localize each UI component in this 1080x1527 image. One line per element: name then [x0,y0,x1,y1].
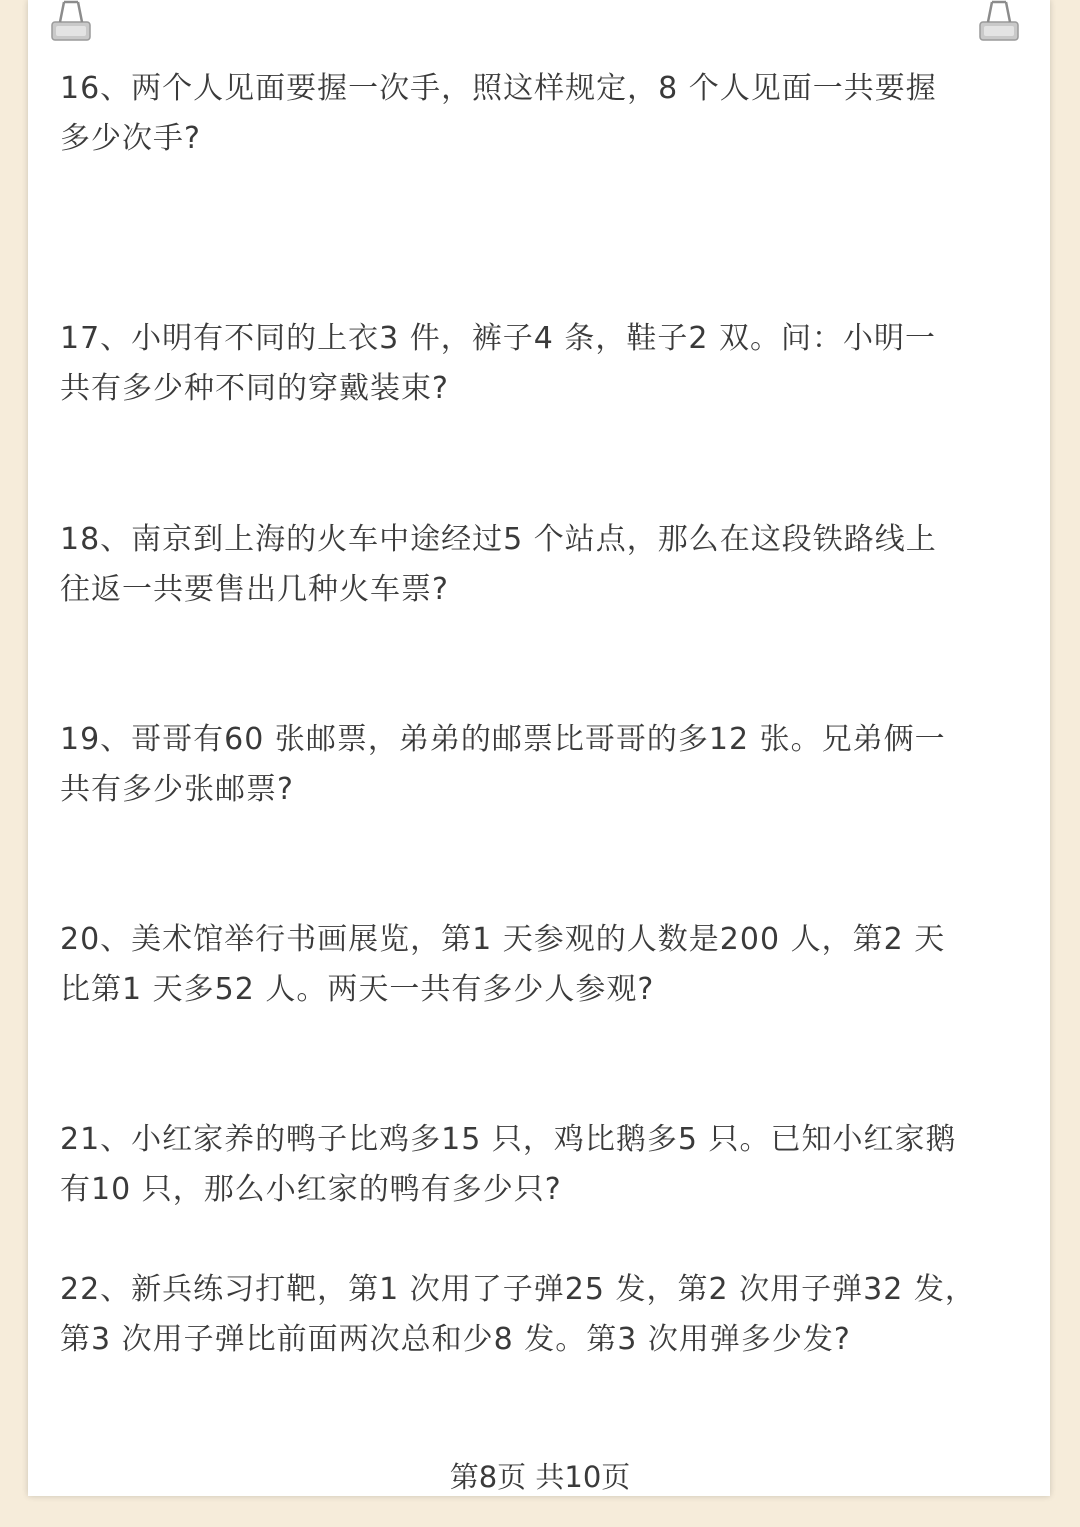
page-number: 第8页 共10页 [449,1460,631,1494]
question-16: 16、两个人见面要握一次手，照这样规定，8 个人见面一共要握 多少次手? [60,71,937,156]
question-20: 20、美术馆举行书画展览，第1 天参观的人数是200 人，第2 天 比第1 天多52 人。两天一共有多少人参观? [60,922,946,1007]
binder-clip-icon [50,0,92,44]
question-21: 21、小红家养的鸭子比鸡多15 只，鸡比鹅多5 只。已知小红家鹅 有10 只，那么小红家的鸭有多少只? [60,1122,957,1207]
question-22: 22、新兵练习打靶，第1 次用了子弹25 发，第2 次用子弹32 发， 第3 次用子弹比前面两次总和少8 发。第3 次用弹多少发? [60,1272,976,1357]
question-18: 18、南京到上海的火车中途经过5 个站点，那么在这段铁路线上 往返一共要售出几种火车票? [60,522,937,607]
question-19: 19、哥哥有60 张邮票，弟弟的邮票比哥哥的多12 张。兄弟俩一 共有多少张邮票? [60,722,946,807]
binder-clip-icon [978,0,1020,44]
question-17: 17、小明有不同的上衣3 件，裤子4 条，鞋子2 双。问：小明一 共有多少种不同的穿戴装束? [60,321,937,406]
